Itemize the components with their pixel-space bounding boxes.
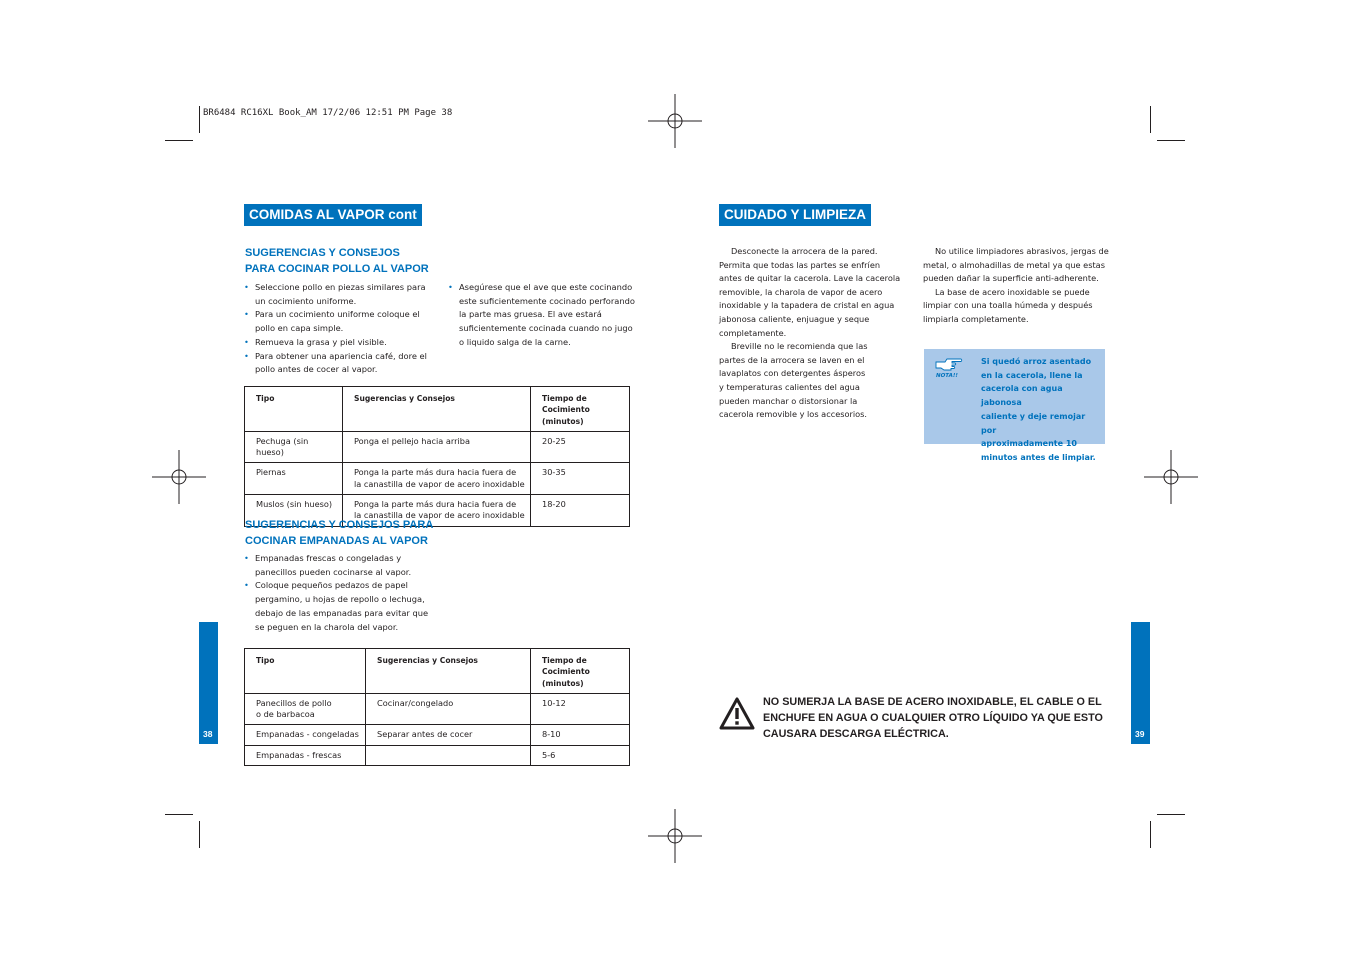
pointing-hand-icon — [935, 357, 963, 371]
crop-mark — [199, 106, 200, 133]
table-header: Tipo — [245, 649, 366, 694]
crop-mark — [165, 814, 193, 815]
table-cell: Empanadas - congeladas — [245, 725, 366, 745]
paragraph: Breville no le recomienda que las partes de la arrocera se laven en el lavaplatos con detergentes ásperos y temperaturas calientes del agua pueden manchar o distorsionar la cacerola removible y los accesorios. — [719, 341, 868, 420]
empanadas-tips-heading: SUGERENCIAS Y CONSEJOS PARA COCINAR EMPANADAS AL VAPOR — [245, 519, 434, 547]
empanadas-cooking-table — [244, 648, 630, 766]
list-item: • Asegúrese que el ave que este cocinando este suficientemente cocinado perforando la parte mas gruesa. El ave estará suficientemente cocinada cuando no jugo o liquido salga de la carne. — [448, 281, 638, 350]
table-cell: Cocinar/congelado — [366, 693, 531, 725]
registration-mark-icon — [648, 94, 702, 148]
table-row — [245, 725, 630, 745]
note-text: Si quedó arroz asentado en la cacerola, llene la cacerola con agua jabonosa caliente y deje remojar por aproximadamente 10 minutos antes de limpiar. — [981, 357, 1096, 462]
crop-mark — [199, 821, 200, 848]
table-header: Tiempo de Cocimiento (minutos) — [531, 387, 630, 432]
print-slug: BR6484 RC16XL Book_AM 17/2/06 12:51 PM Page 38 — [203, 108, 453, 118]
table-cell: 8-10 — [531, 725, 630, 745]
section-title-comidas-al-vapor: COMIDAS AL VAPOR cont — [244, 204, 422, 226]
paragraph: No utilice limpiadores abrasivos, jergas de metal, o almohadillas de metal ya que estas pueden dañar la superficie anti-adherente. — [923, 246, 1109, 284]
page-tab-left — [199, 622, 218, 744]
warning-triangle-icon — [719, 697, 755, 731]
list-item: • Para obtener una apariencia café, dore el pollo antes de cocer al vapor. — [244, 350, 434, 377]
page-tab-right — [1131, 622, 1150, 744]
table-cell: Ponga el pellejo hacia arriba — [343, 431, 531, 463]
list-item: • Coloque pequeños pedazos de papel pergamino, u hojas de repollo o lechuga, debajo de las empanadas para evitar que se peguen en la charola del vapor. — [244, 579, 444, 634]
table-header: Sugerencias y Consejos — [366, 649, 531, 694]
registration-mark-icon — [1144, 450, 1198, 504]
table-row — [245, 745, 630, 765]
registration-mark-icon — [648, 809, 702, 863]
electric-shock-warning: NO SUMERJA LA BASE DE ACERO INOXIDABLE, EL CABLE O EL ENCHUFE EN AGUA O CUALQUIER OTRO LÍQUIDO YA QUE ESTO CAUSARA DESCARGA ELÉCTRICA. — [763, 696, 1103, 740]
table-cell: Piernas — [245, 463, 343, 495]
crop-mark — [1157, 140, 1185, 141]
note-box — [924, 349, 1105, 462]
table-header: Tipo — [245, 387, 343, 432]
page-number-left: 38 — [203, 729, 213, 739]
crop-mark — [165, 140, 193, 141]
table-cell: 5-6 — [531, 745, 630, 765]
cleaning-text-col1 — [719, 245, 914, 422]
table-cell: Ponga la parte más dura hacia fuera de la canastilla de vapor de acero inoxidable — [343, 495, 531, 527]
crop-mark — [1150, 821, 1151, 848]
table-header: Sugerencias y Consejos — [343, 387, 531, 432]
table-cell: Pechuga (sin hueso) — [245, 431, 343, 463]
table-cell — [366, 745, 531, 765]
table-cell: Empanadas - frescas — [245, 745, 366, 765]
table-cell: 10-12 — [531, 693, 630, 725]
table-header: Tiempo de Cocimiento (minutos) — [531, 649, 630, 694]
table-row — [245, 431, 630, 463]
crop-mark — [1150, 106, 1151, 133]
chicken-tips-list-col1 — [244, 281, 434, 377]
table-row — [245, 463, 630, 495]
paragraph: La base de acero inoxidable se puede limpiar con una toalla húmeda y después limpiarla completamente. — [923, 286, 1093, 324]
crop-mark — [1157, 814, 1185, 815]
chicken-tips-heading: SUGERENCIAS Y CONSEJOS PARA COCINAR POLLO AL VAPOR — [245, 247, 429, 275]
table-cell: 30-35 — [531, 463, 630, 495]
empanadas-tips-list — [244, 552, 444, 634]
list-item: • Seleccione pollo en piezas similares para un cocimiento uniforme. — [244, 281, 434, 308]
chicken-cooking-table — [244, 386, 630, 527]
table-header-row — [245, 387, 630, 432]
table-cell: Separar antes de cocer — [366, 725, 531, 745]
list-item: • Remueva la grasa y piel visible. — [244, 336, 434, 350]
table-header-row — [245, 649, 630, 694]
table-row — [245, 693, 630, 725]
registration-mark-icon — [152, 450, 206, 504]
paragraph: Desconecte la arrocera de la pared. Permita que todas las partes se enfríen antes de quitar la cacerola. Lave la cacerola removible, la charola de vapor de acero inoxidable y la tapadera de cristal en agua jabonosa caliente, enjuague y seque completamente. — [719, 246, 901, 338]
table-cell: 20-25 — [531, 431, 630, 463]
table-cell: Muslos (sin hueso) — [245, 495, 343, 527]
note-label: NOTA!! — [936, 373, 958, 379]
table-cell: 18-20 — [531, 495, 630, 527]
cleaning-text-col2 — [923, 245, 1118, 327]
table-cell: Ponga la parte más dura hacia fuera de la canastilla de vapor de acero inoxidable — [343, 463, 531, 495]
list-item: • Para un cocimiento uniforme coloque el pollo en capa simple. — [244, 308, 434, 335]
page-number-right: 39 — [1135, 729, 1145, 739]
table-cell: Panecillos de pollo o de barbacoa — [245, 693, 366, 725]
section-title-cuidado-y-limpieza: CUIDADO Y LIMPIEZA — [719, 204, 871, 226]
list-item: • Empanadas frescas o congeladas y panecillos pueden cocinarse al vapor. — [244, 552, 444, 579]
chicken-tips-list-col2 — [448, 281, 638, 350]
